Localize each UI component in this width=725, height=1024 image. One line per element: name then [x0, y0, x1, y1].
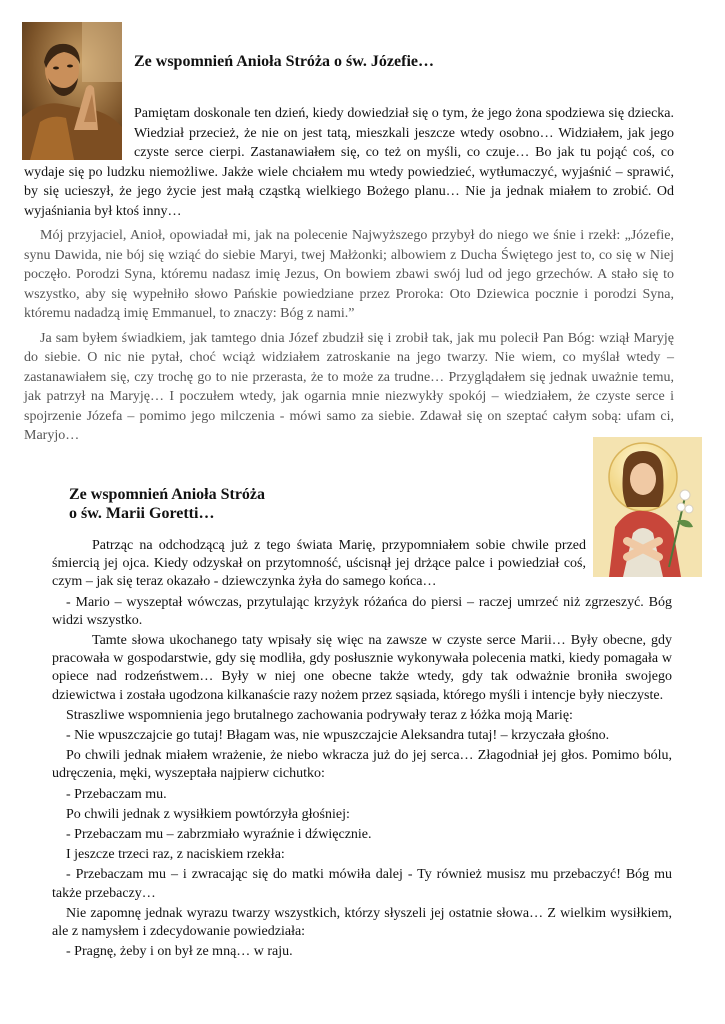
section-2-title-line-2: o św. Marii Goretti… [69, 505, 215, 522]
section-2-paragraph-13: - Pragnę, żeby i on był ze mną… w raju. [66, 944, 293, 960]
section-1-paragraph-2: Mój przyjaciel, Anioł, opowiadał mi, jak na polecenie Najwyższego przybył do niego we śnie i rzekł: „Józefie, synu Dawida, nie bój się wziąć do siebie Maryi, twej Małżonki; albowiem z Ducha Świętego jest to, co się w Niej poczęło. Porodzi Syna, któremu nadasz imię Jezus, On bowiem zbawi swój lud od jego grzechów. A stało się to wszystko, aby się wypełniło słowo Pańskie powiedziane przez Proroka: Oto Dziewica pocznie i porodzi Syna, któremu nadadzą imię Emmanuel, to znaczy: Bóg z nami.” [24, 228, 674, 321]
section-2-title [69, 485, 569, 523]
section-2-paragraph-10: I jeszcze trzeci raz, z naciskiem rzekła: [66, 847, 285, 863]
section-2-paragraph-6: Po chwili jednak miałem wrażenie, że niebo wkracza już do jej serca… Złagodniał jej głos. Pomimo bólu, udręczenia, męki, wyszeptała najpierw cichutko: [52, 748, 672, 782]
section-2-body [52, 537, 672, 963]
section-2-paragraph-11: - Przebaczam mu – i zwracając się do matki mówiła dalej - Ty również musisz mu przebaczyć! Bóg mu także przebaczy… [52, 867, 672, 901]
section-2-paragraph-12: Nie zapomnę jednak wyrazu twarzy wszystkich, którzy słyszeli jej ostatnie słowa… Z wielkim wysiłkiem, ale z namysłem i zdecydowanie powiedziała: [52, 905, 672, 940]
section-2-paragraph-4: Straszliwe wspomnienia jego brutalnego zachowania podrywały teraz z łóżka moją Marię: [66, 707, 573, 723]
section-1-paragraph-1-text: Pamiętam doskonale ten dzień, kiedy dowiedział się o tym, że jego żona spodziewa się dziecka. Wiedział przecież, że nie on jest tatą, mieszkali jeszcze wtedy osobno… Widziałem, jak jego czyste serce cierpi. Zastanawiałem się, co też on myśli, co czuje… Bo jak tu pojąć coś, co wydaje się po ludzku niemożliwe. Jakże wiele chciałem mu wtedy powiedzieć, wytłumaczyć, wyjaśnić – sprawić, by się ucieszył, że jego życie jest małą cząstką wielkiego Bożego planu… Nie ja jednak miałem to zrobić. Od wyjaśniania był ktoś inny… [24, 106, 674, 219]
section-2-title-line-1: Ze wspomnień Anioła Stróża [69, 486, 266, 503]
section-1-paragraph-3: Ja sam byłem świadkiem, jak tamtego dnia Józef zbudził się i zrobił tak, jak mu polecił Pan Bóg: wziął Maryję do siebie. O nic nie pytał, choć wciąż widziałem zatroskanie na jego twarzy. Nie wiem, co myślał wtedy – zastanawiałem się, czy trochę go to nie przerasta, że to może za trudne… Przyglądałem się jednak uważnie temu, jak patrzył na Maryję… I poczułem wtedy, jak ogarnia mnie niezwykły spokój – wiedziałem, że czyste serce i spojrzenie Józefa – pomimo jego milczenia - mówi samo za siebie. Zdawał się on szeptać całym sobą: ufam ci, Maryjo… [24, 330, 674, 443]
section-1-paragraph-1 [24, 104, 674, 221]
section-1-title: Ze wspomnień Anioła Stróża o św. Józefie… [134, 53, 434, 70]
section-2-paragraph-7: - Przebaczam mu. [66, 786, 167, 802]
section-2-paragraph-8: Po chwili jednak z wysiłkiem powtórzyła głośniej: [66, 806, 350, 822]
section-2-paragraph-5: - Nie wpuszczajcie go tutaj! Błagam was, nie wpuszczajcie Aleksandra tutaj! – krzyczała głośno. [66, 728, 610, 744]
section-2-paragraph-2: - Mario – wyszeptał wówczas, przytulając krzyżyk różańca do piersi – raczej umrzeć niż zgrzeszyć. Bóg widzi wszystko. [52, 594, 672, 628]
section-2-paragraph-9: - Przebaczam mu – zabrzmiało wyraźnie i dźwięcznie. [66, 827, 372, 843]
section-2-paragraph-1: Patrząc na odchodzącą już z tego świata Marię, przypomniałem sobie chwile przed śmiercią jej ojca. Kiedy odzyskał on przytomność, uścisnął jej drżące palce i powiedział coś, czym – jak się teraz okazało - dziewczynka żyła do samego końca… [52, 538, 586, 590]
section-2-paragraph-3: Tamte słowa ukochanego taty wpisały się więc na zawsze w czyste serce Marii… Były obecne, gdy pracowała w gospodarstwie, gdy się modliła, gdy posłusznie wykonywała polecenia matki, kiedy pomagała w opiece nad rodzeństwem… Były w niej one obecne także wtedy, gdy tak odważnie broniła swojego dziewictwa i została ugodzona kilkanaście razy nożem przez sąsiada, którego myśli i intencje były nieczyste. [52, 633, 672, 703]
section-1-body [24, 104, 674, 451]
